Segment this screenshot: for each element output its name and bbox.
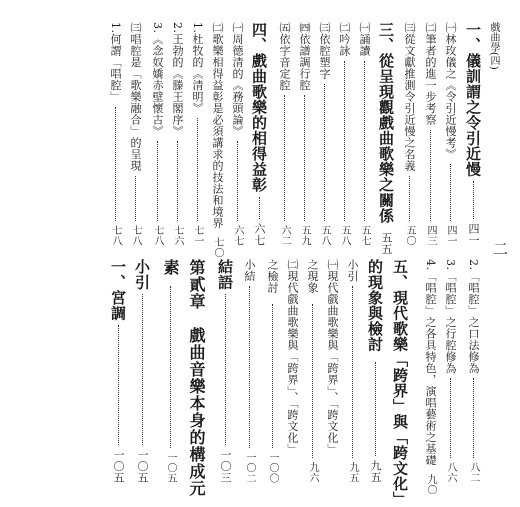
toc-leader-dots — [284, 95, 285, 221]
toc-entry — [420, 259, 440, 495]
toc-leader-dots — [115, 107, 116, 222]
toc-leader-dots — [473, 181, 474, 219]
toc-entry-page: 一〇五 — [136, 448, 149, 483]
toc-entry — [302, 259, 322, 483]
toc-entry — [322, 259, 342, 483]
toc-leader-dots — [177, 141, 178, 221]
toc-entry-title: ㈢唱腔是「歌樂融合」的呈現 — [129, 22, 142, 172]
toc-entry — [262, 259, 282, 483]
toc-entry-page: 一〇五 — [112, 448, 125, 483]
toc-leader-dots — [375, 362, 376, 456]
toc-entry — [334, 22, 354, 246]
toc-entry-title: 第貳章 戲曲音樂本身的構成元 — [187, 259, 206, 497]
toc-entry — [463, 22, 483, 246]
toc-entry-title: ㈠誦讀 — [358, 22, 371, 57]
running-head: 戲曲學(四) — [488, 22, 499, 70]
toc-entry-page: 七六 — [172, 225, 183, 246]
toc-entry-page: 七八 — [130, 225, 141, 246]
toc-entry-title: 素 — [161, 259, 180, 276]
toc-leader-dots — [324, 84, 325, 222]
toc-entry-title: 3.「唱腔」之行腔修為 — [444, 259, 457, 374]
toc-entry-title: 1.杜牧的《清明》 — [191, 22, 204, 114]
toc-entry — [399, 22, 419, 246]
toc-entry-page: 七八 — [152, 225, 163, 246]
toc-entry — [167, 22, 187, 246]
toc-entry-title: 小引 — [133, 259, 151, 290]
toc-leader-dots — [170, 286, 171, 448]
toc-leader-dots — [249, 286, 250, 448]
toc-entry-page: 五九 — [299, 225, 310, 246]
toc-entry-page: 九五 — [347, 462, 358, 483]
toc-entry-page: 一〇三 — [219, 448, 232, 483]
toc-entry-title: ㈠周德清的《務頭論》 — [231, 22, 244, 137]
toc-entry — [294, 22, 314, 246]
toc-leader-dots — [409, 176, 410, 222]
toc-entry-title: 1.何謂「唱腔」 — [109, 22, 122, 103]
toc-entry-title: 結語 — [216, 259, 234, 290]
toc-entry-title: ㈠林玫儀之《令引近慢考》 — [444, 22, 457, 160]
toc-leader-dots — [450, 164, 451, 221]
toc-entry-page: 七八 — [110, 225, 121, 246]
toc-entry — [105, 22, 125, 246]
toc-leader-dots — [272, 304, 273, 448]
toc-entry-title: 一、儀訓謂之令引近慢 — [464, 22, 482, 177]
toc-upper-block — [86, 22, 483, 258]
toc-entry-page: 六七 — [253, 223, 266, 246]
toc-entry — [160, 259, 180, 483]
toc-entry — [282, 259, 302, 483]
toc-leader-dots — [430, 130, 431, 222]
toc-leader-dots — [259, 197, 260, 220]
toc-leader-dots — [225, 294, 226, 445]
toc-leader-dots — [142, 294, 143, 445]
toc-entry-page: 一〇二 — [244, 451, 255, 483]
toc-entry-title: 小引 — [346, 259, 359, 282]
toc-leader-dots — [364, 61, 365, 222]
toc-entry — [187, 22, 207, 246]
toc-leader-dots — [450, 378, 451, 458]
toc-entry-page: 五八 — [319, 225, 330, 246]
toc-entry — [390, 259, 410, 507]
toc-entry — [147, 22, 167, 246]
toc-entry — [376, 22, 396, 255]
toc-entry — [132, 259, 152, 483]
toc-entry-title: ㈢從文獻推測令引近慢之名義 — [403, 22, 416, 172]
toc-entry-page: 九五 — [369, 460, 382, 483]
page-number: 二 — [491, 241, 509, 256]
toc-entry-title: ㈤依字音定腔 — [278, 22, 291, 91]
toc-entry — [274, 22, 294, 246]
toc-entry-page: 七一 — [192, 225, 203, 246]
toc-entry — [186, 259, 206, 497]
toc-entry-title: 四、戲曲歌樂的相得益彰 — [250, 22, 268, 193]
toc-entry-title: ㈣依譜調行腔 — [298, 22, 311, 91]
toc-entry-title: 4.「唱腔」之各具特色，演唱藝術之基礎 — [424, 259, 437, 466]
toc-entry-page: 六七 — [232, 225, 243, 246]
toc-entry-page: 五〇 — [404, 225, 415, 246]
toc-entry-title: ㈢依腔塑字 — [318, 22, 331, 80]
toc-entry-title: 2.「唱腔」之口法修為 — [467, 259, 480, 374]
toc-entry — [354, 22, 374, 246]
toc-entry-title: 之現象 — [306, 259, 319, 294]
toc-leader-dots — [344, 61, 345, 222]
toc-entry — [440, 259, 460, 483]
toc-entry-title: ㈡現代戲曲歌樂與「跨界」、「跨文化」 — [286, 259, 299, 455]
toc-entry-title: ㈡吟詠 — [338, 22, 351, 57]
toc-entry-title: 的現象與檢討 — [366, 259, 384, 352]
toc-entry — [125, 22, 145, 246]
toc-entry-page: 九〇 — [425, 474, 436, 495]
toc-entry-page: 一〇〇 — [267, 451, 278, 483]
toc-entry-title: 之檢討 — [266, 259, 279, 294]
toc-entry-title: 五、現代歌樂「跨界」與「跨文化」 — [391, 259, 409, 507]
toc-entry — [314, 22, 334, 246]
toc-entry-title: ㈡歌樂相得益彰是必須講求的技法和境界 — [211, 22, 224, 229]
toc-entry-page: 九六 — [307, 462, 318, 483]
toc-entry — [108, 259, 128, 483]
toc-leader-dots — [304, 95, 305, 221]
toc-entry — [342, 259, 362, 483]
toc-leader-dots — [352, 286, 353, 458]
toc-entry-page: 四一 — [445, 225, 456, 246]
toc-entry-page: 八六 — [445, 462, 456, 483]
toc-entry-page: 八二 — [468, 462, 479, 483]
toc-entry — [239, 259, 259, 483]
toc-entry-page: 七〇 — [212, 237, 223, 258]
toc-entry — [207, 22, 227, 258]
toc-entry-title: ㈡筆者的進一步考察 — [424, 22, 437, 126]
toc-leader-dots — [118, 325, 119, 445]
toc-entry — [249, 22, 269, 246]
toc-leader-dots — [157, 141, 158, 221]
toc-entry-page: 四三 — [425, 225, 436, 246]
toc-entry-page: 六二 — [279, 225, 290, 246]
toc-entry — [420, 22, 440, 246]
toc-entry — [227, 22, 247, 246]
toc-entry — [365, 259, 385, 483]
toc-lower-block — [86, 259, 483, 507]
toc-entry-page: 一〇五 — [165, 451, 176, 483]
toc-entry-title: 三、從呈現觀戲曲歌樂之關係 — [377, 22, 395, 224]
toc-entry-page: 五八 — [339, 225, 350, 246]
toc-leader-dots — [473, 378, 474, 458]
toc-entry-title: 一、宮調 — [109, 259, 127, 321]
toc-leader-dots — [312, 304, 313, 459]
toc-entry-page: 五五 — [380, 231, 393, 255]
toc-entry-title: 2.王勃的《滕王閣序》 — [171, 22, 184, 137]
toc-entry-title: 小結 — [243, 259, 256, 282]
toc-entry-page: 五七 — [359, 225, 370, 246]
toc-entry — [215, 259, 235, 483]
toc-leader-dots — [135, 176, 136, 222]
toc-entry-page: 四一 — [467, 223, 480, 246]
toc-leader-dots — [197, 118, 198, 221]
toc-entry-title: 3.《念奴嬌赤壁懷古》 — [151, 22, 164, 137]
toc-entry-title: ㈠現代戲曲歌樂與「跨界」、「跨文化」 — [326, 259, 339, 455]
toc-entry — [463, 259, 483, 483]
toc-entry — [440, 22, 460, 246]
toc-leader-dots — [237, 141, 238, 221]
